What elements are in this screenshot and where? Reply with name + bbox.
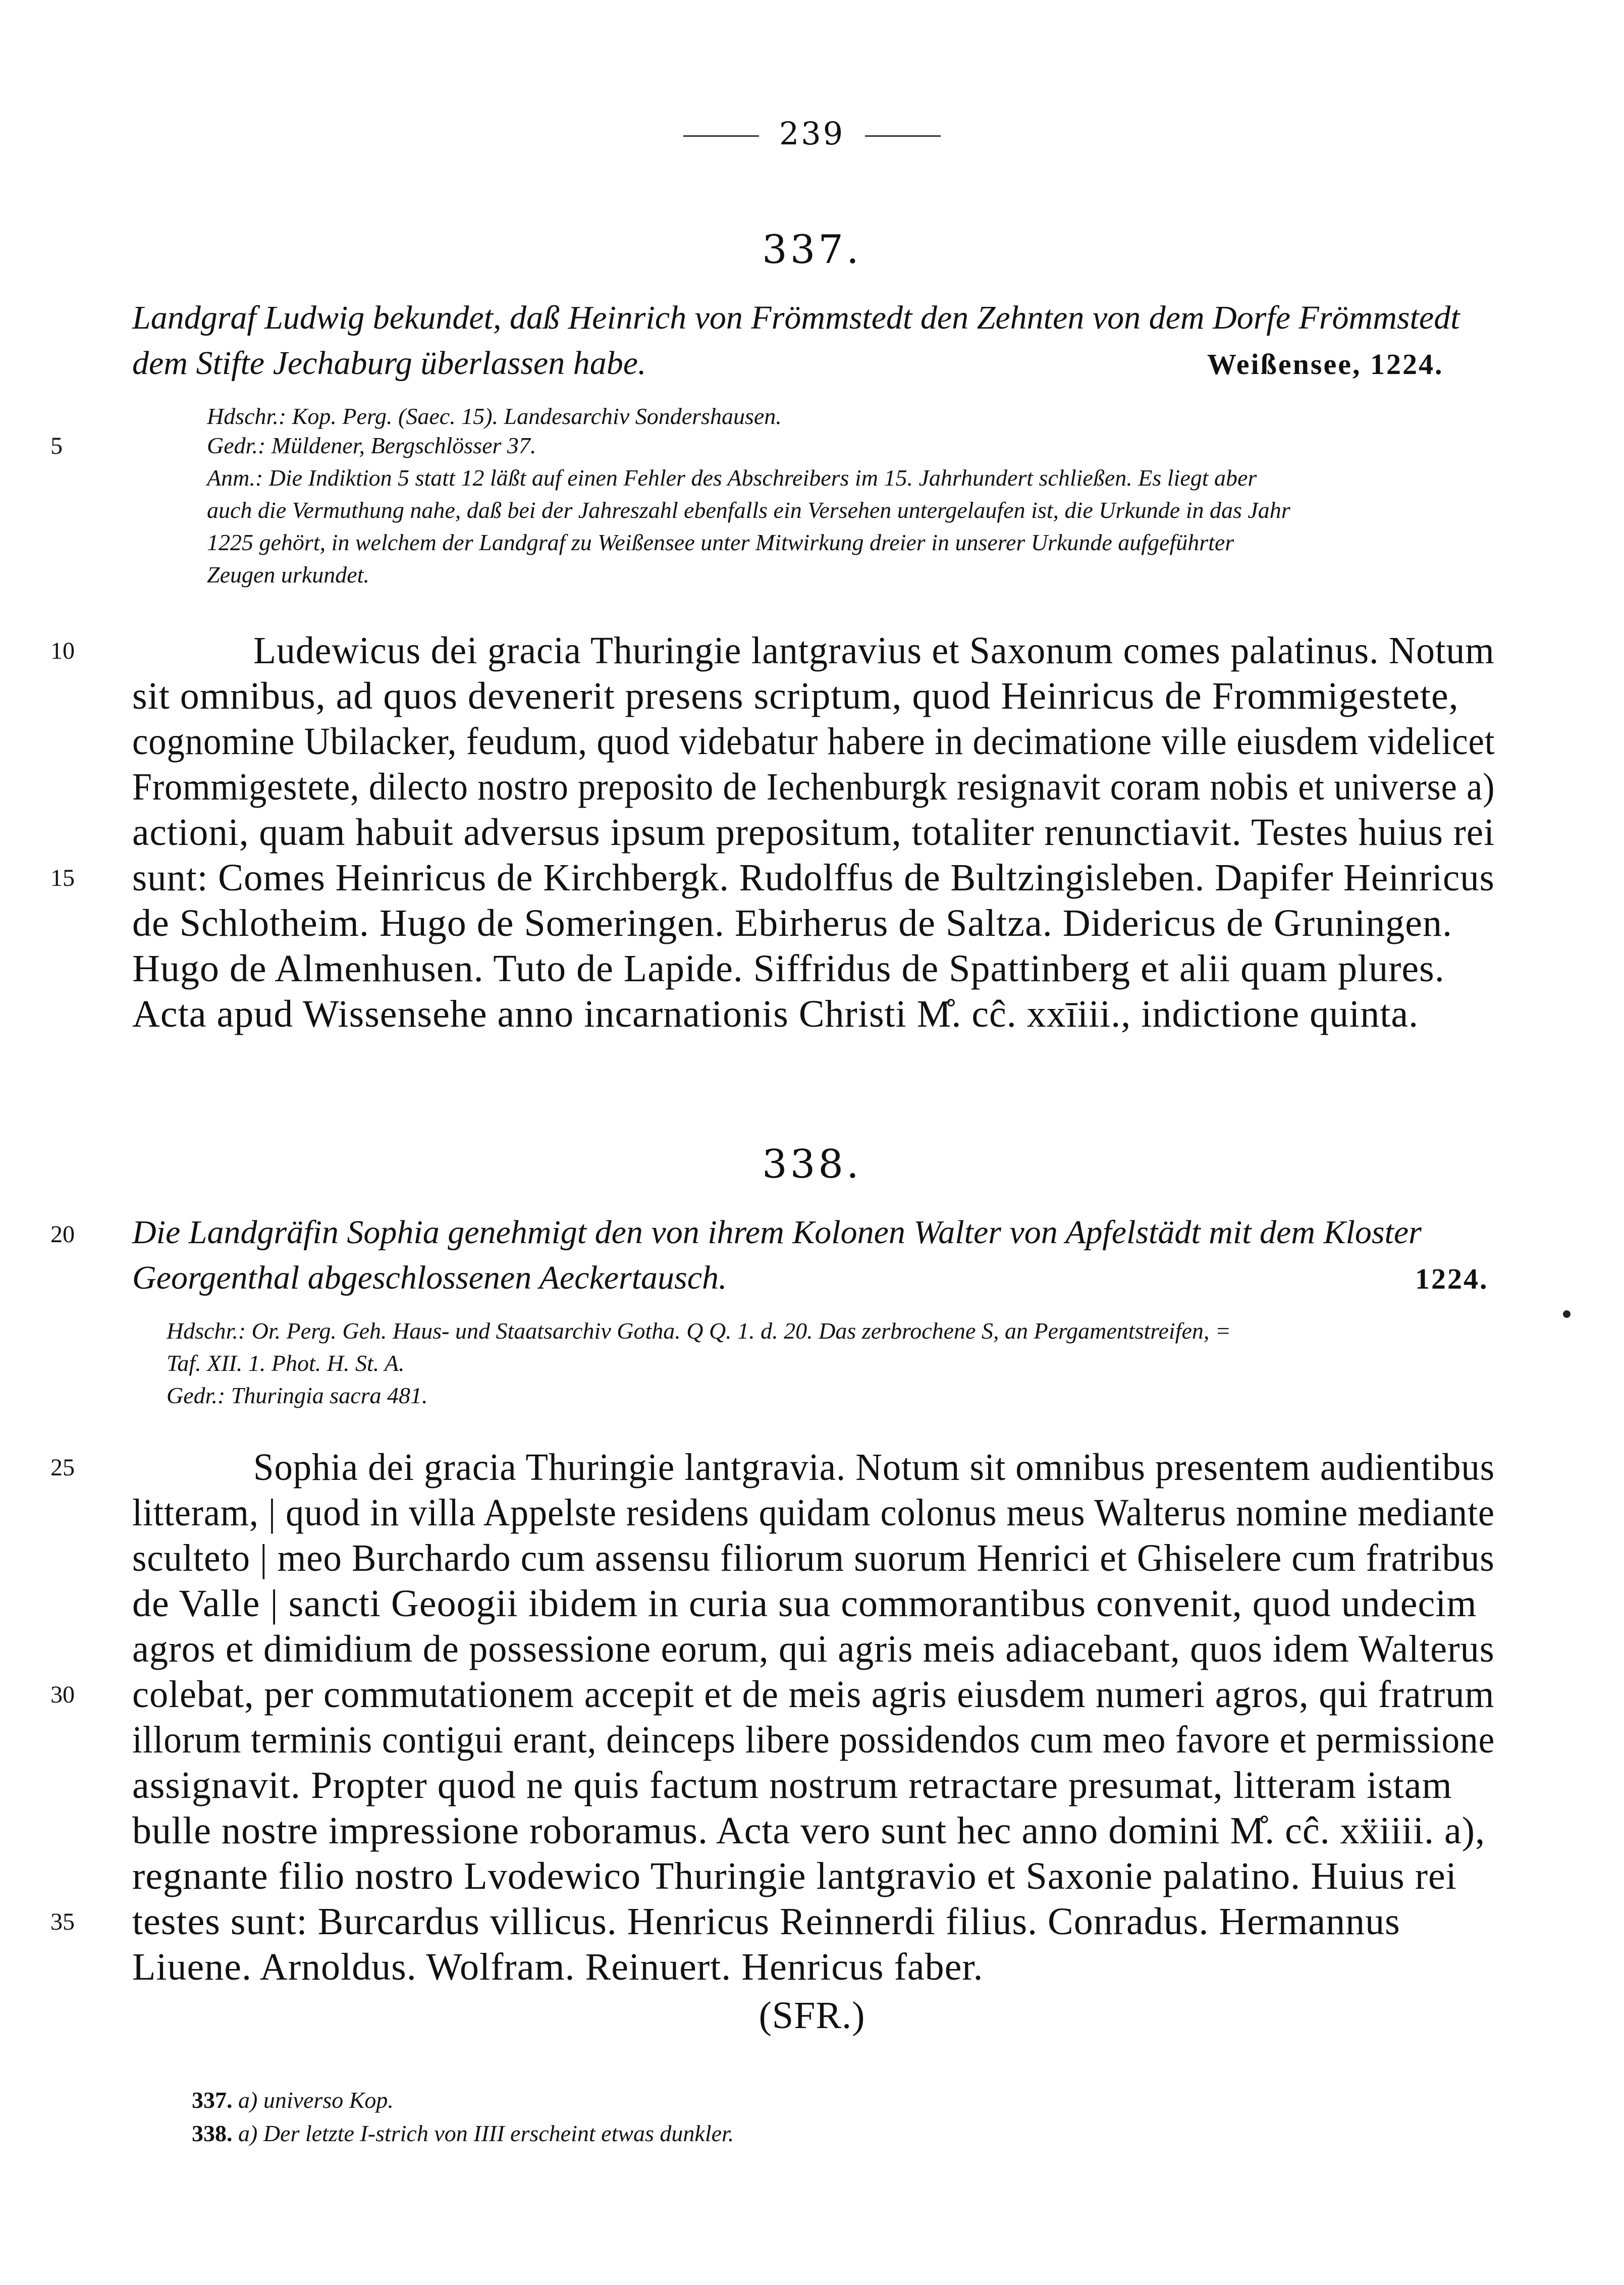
doc-338-regest-line: Georgenthal abgeschlossenen Aeckertausch.: [132, 1259, 727, 1296]
doc-337-text-line: sunt: Comes Heinricus de Kirchbergk. Rudolffus de Bultzingisleben. Dapifer Heinricus: [132, 857, 1495, 899]
line-number: 10: [50, 637, 75, 664]
doc-337-text-line: Ludewicus dei gracia Thuringie lantgravius et Saxonum comes palatinus. Notum: [253, 629, 1495, 672]
footnote-text: a) Der letzte I-strich von IIII erscheint etwas dunkler.: [238, 2120, 734, 2146]
line-number: 35: [50, 1908, 75, 1935]
margin-dot: [1563, 1310, 1571, 1318]
doc-338-regest-line: Die Landgräfin Sophia genehmigt den von ihrem Kolonen Walter von Apfelstädt mit dem Kloster: [132, 1214, 1422, 1251]
doc-337-text-line: de Schlotheim. Hugo de Someringen. Ebirherus de Saltza. Didericus de Gruningen.: [132, 902, 1452, 944]
doc-338-note: Hdschr.: Or. Perg. Geh. Haus- und Staatsarchiv Gotha. Q Q. 1. d. 20. Das zerbrochene S, an Pergamentstreifen, =: [167, 1318, 1231, 1344]
footnote-label: 338.: [192, 2120, 233, 2146]
doc-337-text-line: Frommigestete, dilecto nostro preposito de Iechenburgk resignavit coram nobis et universe a): [132, 766, 1495, 808]
head-rule-right: [865, 135, 941, 137]
line-number: 30: [50, 1681, 75, 1708]
doc-338-text-line: regnante filio nostro Lvodewico Thuringie lantgravio et Saxonie palatino. Huius rei: [132, 1855, 1457, 1897]
doc-338-text-line: Liuene. Arnoldus. Wolfram. Reinuert. Henricus faber.: [132, 1946, 984, 1988]
doc-337-text-line: Acta apud Wissensehe anno incarnationis Christi M̊. cĉ. xxīiii., indictione quinta.: [132, 993, 1419, 1035]
doc-337-note: auch die Vermuthung nahe, daß bei der Jahreszahl ebenfalls ein Versehen untergelaufen ist, die Urkunde in das Jahr: [207, 497, 1290, 523]
doc-338-text-line: illorum terminis contigui erant, deinceps libere possidendos cum meo favore et permissione: [132, 1719, 1495, 1761]
running-head: [0, 115, 1624, 152]
doc-338-text-line: testes sunt: Burcardus villicus. Henricus Reinnerdi filius. Conradus. Hermannus: [132, 1900, 1400, 1943]
doc-337-note: Hdschr.: Kop. Perg. (Saec. 15). Landesarchiv Sondershausen.: [207, 403, 782, 429]
footnote-text: a) universo Kop.: [238, 2087, 394, 2113]
doc-337-text-line: cognomine Ubilacker, feudum, quod videbatur habere in decimatione ville eiusdem videlicet: [132, 720, 1495, 763]
doc-337-number: 337.: [762, 227, 862, 273]
doc-338-text-line: colebat, per commutationem accepit et de meis agris eiusdem numeri agros, qui fratrum: [132, 1673, 1495, 1716]
doc-337-text-line: sit omnibus, ad quos devenerit presens scriptum, quod Heinricus de Frommigestete,: [132, 675, 1459, 717]
doc-337-place-date: Weißensee, 1224.: [1207, 348, 1444, 381]
footnote-label: 337.: [192, 2087, 233, 2113]
doc-337-regest-line: Landgraf Ludwig bekundet, daß Heinrich von Frömmstedt den Zehnten von dem Dorfe Frömmstedt: [132, 299, 1460, 336]
seal-note: (SFR.): [759, 1994, 865, 2037]
doc-338-text-line: litteram, | quod in villa Appelste residens quidam colonus meus Walterus nomine mediante: [132, 1492, 1495, 1534]
doc-338-text-line: Sophia dei gracia Thuringie lantgravia. Notum sit omnibus presentem audientibus: [253, 1446, 1495, 1489]
doc-338-number: 338.: [762, 1142, 862, 1187]
line-number: 5: [50, 433, 63, 459]
head-rule-left: [683, 135, 759, 137]
line-number: 20: [50, 1221, 75, 1248]
doc-338-text-line: bulle nostre impressione roboramus. Acta vero sunt hec anno domini M̊. cĉ. xẍiiii. a),: [132, 1810, 1486, 1852]
doc-337-text-line: actioni, quam habuit adversus ipsum prepositum, totaliter renunctiavit. Testes huius rei: [132, 811, 1495, 854]
doc-338-text-line: assignavit. Propter quod ne quis factum nostrum retractare presumat, litteram istam: [132, 1764, 1452, 1806]
doc-338-text-line: de Valle | sancti Geoogii ibidem in curia sua commorantibus convenit, quod undecim: [132, 1582, 1477, 1625]
doc-338-note: Gedr.: Thuringia sacra 481.: [167, 1383, 428, 1408]
doc-337-note: Zeugen urkundet.: [207, 562, 369, 588]
doc-337-regest-line: dem Stifte Jechaburg überlassen habe.: [132, 345, 646, 382]
doc-338-note: Taf. XII. 1. Phot. H. St. A.: [167, 1350, 405, 1376]
doc-337-note: Gedr.: Müldener, Bergschlösser 37.: [207, 433, 536, 458]
doc-338-date: 1224.: [1415, 1262, 1489, 1295]
doc-338-text-line: sculteto | meo Burchardo cum assensu filiorum suorum Henrici et Ghiselere cum fratribus: [132, 1537, 1495, 1579]
line-number: 15: [50, 865, 75, 891]
doc-337-note: 1225 gehört, in welchem der Landgraf zu Weißensee unter Mitwirkung dreier in unserer Urkunde aufgeführter: [207, 529, 1234, 555]
doc-337-note: Anm.: Die Indiktion 5 statt 12 läßt auf einen Fehler des Abschreibers im 15. Jahrhundert schließen. Es liegt aber: [207, 465, 1257, 491]
line-number: 25: [50, 1454, 75, 1481]
doc-338-text-line: agros et dimidium de possessione eorum, qui agris meis adiacebant, quos idem Walterus: [132, 1628, 1495, 1670]
doc-337-text-line: Hugo de Almenhusen. Tuto de Lapide. Siffridus de Spattinberg et alii quam plures.: [132, 947, 1445, 990]
footnote: [192, 2120, 734, 2147]
page-number: 239: [779, 115, 845, 152]
footnote: [192, 2087, 394, 2113]
